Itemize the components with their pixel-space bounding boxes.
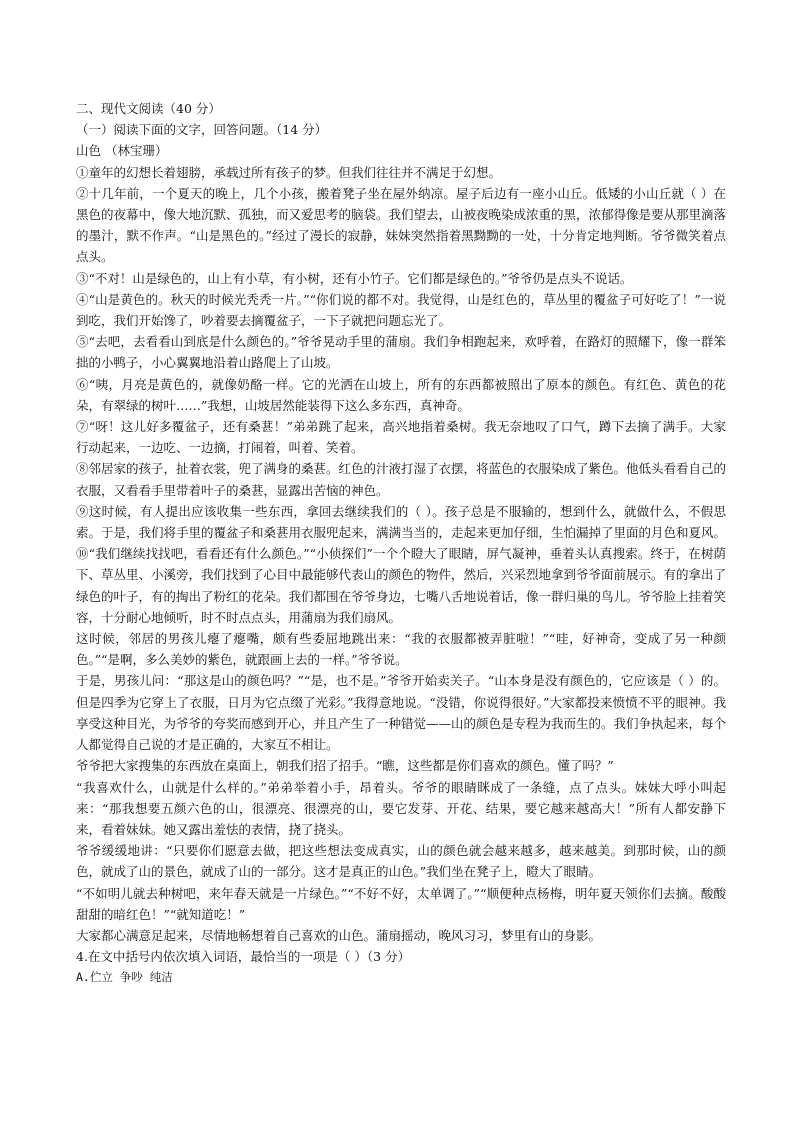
paragraph: ②十几年前，一个夏天的晚上，几个小孩，搬着凳子坐在屋外纳凉。屋子后边有一座小山丘。低矮的小山丘就（ ）在黑色的夜幕中，像大地沉默、孤独，而又爱思考的脑袋。我们望去，山被夜晚染成浓重的黑，浓郁得像是要从那里滴落的墨汁，默不作声。“山是黑色的。”经过了漫长的寂静，妹妹突然指着黑黝黝的一处，十分肯定地判断。爷爷微笑着点点头。 (76, 185, 727, 265)
paragraph: 于是，男孩儿问：“那这是山的颜色吗？”“是，也不是。”爷爷开始卖关子。“山本身是没有颜色的，它应该是（ ）的。但是四季为它穿上了衣服，日月为它点缀了光彩。”我得意地说。“没错，你说得很好。”大家都投来愤愤不平的眼神。我享受这种目光，为爷爷的夸奖而感到开心，并且产生了一种错觉——山的颜色是专程为我而生的。我们争执起来，每个人都觉得自己说的才是正确的，大家互不相让。 (76, 673, 727, 753)
paragraph: ③“不对！山是绿色的，山上有小草，有小树，还有小竹子。它们都是绿色的。”爷爷仍是点头不说话。 (76, 270, 633, 286)
paragraph: “我喜欢什么，山就是什么样的。”弟弟举着小手，昂着头。爷爷的眼睛眯成了一条缝，点了点头。妹妹大呼小叫起来：“那我想要五颜六色的山，很漂亮、很漂亮的山，要它发芽、开花、结果，要它越来越高大！”所有人都安静下来，看着妹妹。她又露出羞怯的表情，挠了挠头。 (76, 779, 726, 837)
paragraph: ⑧邻居家的孩子，扯着衣裳，兜了满身的桑葚。红色的汁液打湿了衣摆，将蓝色的衣服染成了紫色。他低头看看自己的衣服，又看看手里带着叶子的桑葚，显露出苦恼的神色。 (76, 461, 727, 498)
article-title: 山色 （林宝珊） (76, 143, 168, 159)
subsection-heading: （一）阅读下面的文字，回答问题。（14 分） (76, 122, 328, 138)
paragraph: ⑩“我们继续找找吧，看看还有什么颜色。”“小侦探们”一个个瞪大了眼睛，屏气凝神，垂着头认真搜索。终于，在树荫下、草丛里、小溪旁，我们找到了心目中最能够代表山的颜色的物件，然后，兴采烈地拿到爷爷面前展示。有的拿出了绿色的叶子，有的掏出了粉红的花朵。我们都围在爷爷身边，七嘴八舌地说着话，像一群归巢的鸟儿。爷爷脸上挂着笑容，十分耐心地倾听，时不时点点头，用蒲扇为我们扇风。 (76, 546, 727, 625)
paragraph: ⑥“咦，月亮是黄色的，就像奶酪一样。它的光洒在山坡上，所有的东西都被照出了原本的颜色。有红色、黄色的花朵，有翠绿的树叶……”我想，山坡居然能装得下这么多东西，真神奇。 (76, 376, 726, 413)
paragraph: ⑤“去吧，去看看山到底是什么颜色的。”爷爷晃动手里的蒲扇。我们争相跑起来，欢呼着，在路灯的照耀下，像一群笨拙的小鸭子，小心翼翼地沿着山路爬上了山坡。 (76, 334, 726, 371)
paragraph: 爷爷缓缓地讲：“只要你们愿意去做，把这些想法变成真实，山的颜色就会越来越多，越来越美。到那时候，山的颜色，就成了山的景色，就成了山的一部分。这才是真正的山色。”我们坐在凳子上，瞪大了眼睛。 (76, 843, 726, 880)
paragraph: ①童年的幻想长着翅膀，承载过所有孩子的梦。但我们往往并不满足于幻想。 (76, 164, 502, 180)
paragraph: 大家都心满意足起来，尽情地畅想着自己喜欢的山色。蒲扇摇动，晚风习习，梦里有山的身影。 (76, 927, 602, 943)
paragraph: ④“山是黄色的。秋天的时候光秃秃一片。”“你们说的都不对。我觉得，山是红色的，草丛里的覆盆子可好吃了！”一说到吃，我们开始馋了，吵着要去摘覆盆子，一下子就把问题忘光了。 (76, 291, 726, 329)
paragraph: 这时候，邻居的男孩儿瘪了瘪嘴，颇有些委屈地跳出来：“我的衣服都被弄脏啦！”“哇，好神奇，变成了另一种颜色。”“是啊，多么美妙的紫色，就跟画上去的一样。”爷爷说。 (76, 631, 726, 668)
paragraph: ⑨这时候，有人提出应该收集一些东西，拿回去继续我们的（ ）。孩子总是不服输的，想到什么，就做什么，不假思索。于是，我们将手里的覆盆子和桑葚用衣服兜起来，满满当当的，走起来更加仔细，生怕漏掉了里面的月色和夏风。 (76, 503, 727, 541)
paragraph: “不如明儿就去种树吧，来年春天就是一片绿色。”“不好不好，太单调了。”“顺便种点杨梅，明年夏天领你们去摘。酸酸甜甜的暗红色！”“就知道吃！” (76, 885, 726, 922)
section-heading: 二、现代文阅读（40 分） (76, 101, 221, 116)
paragraph: 爷爷把大家搜集的东西放在桌面上，朝我们招了招手。“瞧，这些都是你们喜欢的颜色。懂了吗？” (76, 758, 614, 774)
paragraph: ⑦“呀！这儿好多覆盆子，还有桑葚！”弟弟跳了起来，高兴地指着桑树。我无奈地叹了口气，蹲下去摘了满手。大家行动起来，一边吃、一边摘，打闹着，叫着、笑着。 (76, 419, 726, 456)
exam-page (76, 98, 726, 989)
option-a: A.伫立 争吵 纯洁 (76, 970, 173, 985)
question-4: 4.在文中括号内依次填入词语，最恰当的一项是（ ）（3 分） (76, 949, 411, 965)
